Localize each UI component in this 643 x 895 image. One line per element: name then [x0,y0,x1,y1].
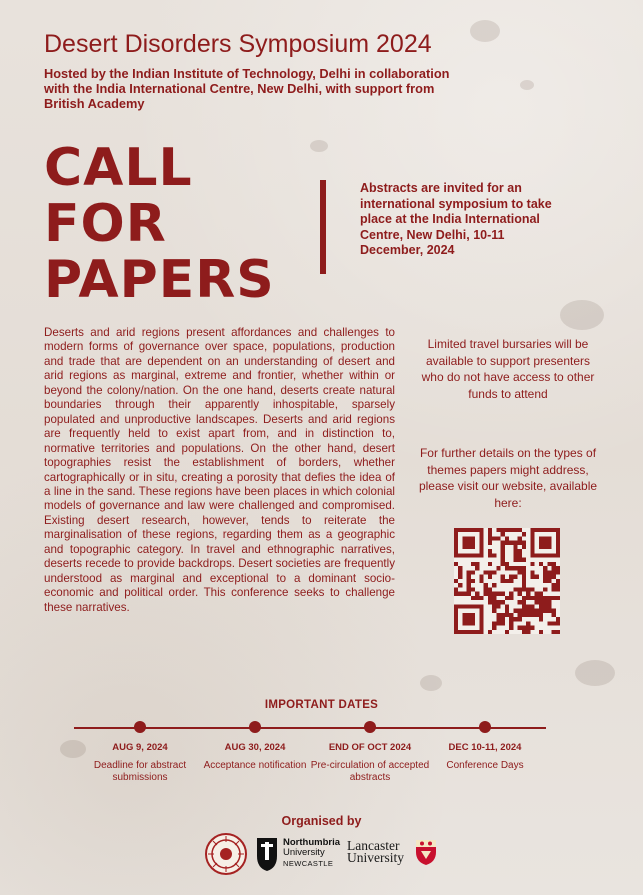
important-dates-heading: IMPORTANT DATES [264,699,379,711]
sand-texture [470,20,500,42]
date-item [420,742,550,772]
page-title: Desert Disorders Symposium 2024 [44,30,432,58]
date-item [190,742,320,772]
timeline-dot [249,721,261,733]
qr-code-icon[interactable] [454,528,560,634]
abstract-invitation: Abstracts are invited for an international symposium to take place at the India International Centre, New Delhi, 10-11 December, 2024 [360,181,552,257]
northumbria-line-2: University [283,847,325,858]
sand-texture [310,140,328,152]
date-description: Pre-circulation of accepted abstracts [310,760,430,783]
timeline-dot [364,721,376,733]
organised-by-heading: Organised by [281,814,362,828]
cfp-line-2: FOR [44,194,167,254]
host-subtitle: Hosted by the Indian Institute of Technology, Delhi in collaboration with the India International Centre, New Delhi, with support from British Academy [44,66,450,111]
date-label: AUG 30, 2024 [224,742,286,753]
lancaster-line-2: University [347,850,404,865]
sand-texture [575,660,615,686]
details-note: For further details on the types of themes papers might address, please visit our website, available here: [418,446,598,510]
date-label: DEC 10-11, 2024 [448,742,522,753]
northumbria-logo-text [283,838,340,869]
date-description: Deadline for abstract submissions [93,760,187,783]
sand-texture [520,80,534,90]
lancaster-line-1: Lancaster [347,838,400,853]
northumbria-crest-icon [255,836,279,872]
cfp-line-1: CALL [44,138,193,198]
call-for-papers-heading [44,140,275,308]
date-item [305,742,435,784]
date-label: AUG 9, 2024 [112,742,168,753]
body-paragraph: Deserts and arid regions present affordances and challenges to modern forms of governance over space, populations, production and trade that are dependent on an understanding of desert and arid regions as marginal, extreme and frontier, whether within or beyond the colony/nation. On the one hand, deserts create natural boundaries through their apparently inhospitable, sparsely populated and unproductive landscapes. Deserts and arid regions are frequently held to exist apart from, and in distinction to, normative territories and populations. On the other hand, desert topographies resist the establishment of borders, whether cartographically or in situ, creating a porosity that defies the idea of a line in the sand. These regions have been places in which colonial models of governance and law were challenged and compromised. Existing desert research, however, tends to reiterate the marginalisation of these regions, regarding them as a geographic and topographic category. In travel and ethnographic narratives, deserts recede to provide backdrops. Desert societies are frequently understood as marginal and exceptional to a dominant socio-economic and political order. This conference seeks to challenge these narratives. [44,326,395,614]
divider-bar [320,180,326,274]
cfp-line-3: PAPERS [44,250,275,310]
date-item [75,742,205,784]
timeline-dot [479,721,491,733]
date-description: Acceptance notification [203,760,307,771]
sand-texture [560,300,604,330]
date-label: END OF OCT 2024 [328,742,412,753]
date-description: Conference Days [446,760,524,771]
northumbria-line-3: NEWCASTLE [283,859,334,868]
bursary-note: Limited travel bursaries will be available to support presenters who do not have access to other funds to attend [421,337,595,401]
lancaster-logo-text [347,840,404,864]
northumbria-line-1: Northumbria [283,837,340,848]
timeline-dot [134,721,146,733]
sand-texture [420,675,442,691]
iit-delhi-logo [205,833,247,875]
lancaster-shield-icon [414,838,438,866]
